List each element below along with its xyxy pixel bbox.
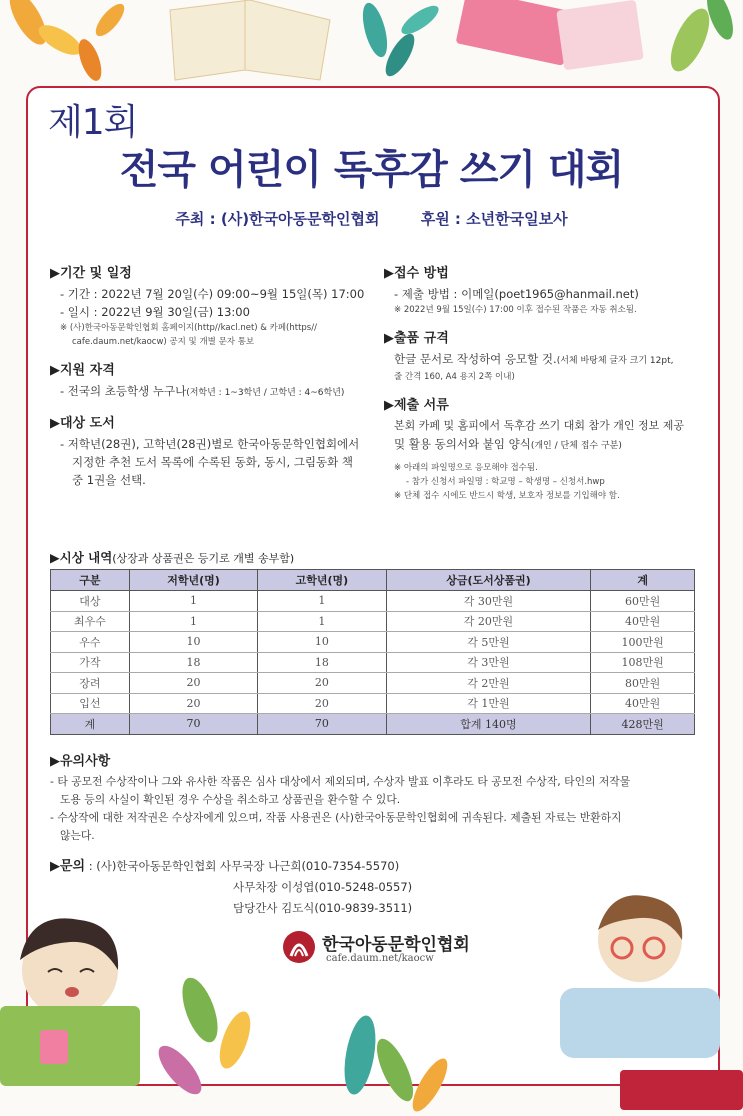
schedule-announce: - 일시 : 2022년 9월 30일(금) 13:00 (60, 305, 250, 319)
cell: 10 (129, 632, 257, 653)
table-row (51, 591, 695, 612)
schedule-section (50, 262, 370, 349)
schedule-note-2: cafe.daum.net/kaocw) 공지 및 개별 문자 통보 (72, 337, 255, 347)
submission-note: ※ 2022년 9월 15일(수) 17:00 이후 접수된 작품은 자동 취소됨. (394, 305, 637, 315)
cell: 70 (129, 714, 257, 735)
format-section (384, 327, 704, 384)
eligibility-title: ▶지원 자격 (50, 363, 115, 378)
cell: 각 2만원 (386, 673, 591, 694)
notice-item-1a: - 타 공모전 수상작이나 그와 유사한 작품은 심사 대상에서 제외되며, 수상자 발표 이후라도 타 공모전 수상작, 타인의 저작물 (50, 775, 631, 788)
books-title: ▶대상 도서 (50, 416, 115, 431)
cell: 10 (258, 632, 386, 653)
books-section (50, 412, 370, 489)
notice-item-2a: - 수상작에 대한 저작권은 수상자에게 있으며, 작품 사용권은 (사)한국아동문학인협회에 귀속된다. 제출된 자료는 반환하지 (50, 811, 622, 824)
cell: 40만원 (591, 693, 695, 714)
cell: 60만원 (591, 591, 695, 612)
documents-section (384, 394, 704, 503)
books-line-2: 지정한 추천 도서 목록에 수록된 동화, 동시, 그림동화 책 (72, 455, 353, 469)
right-column (384, 262, 704, 513)
contact-line-1: ▶문의 : (사)한국아동문학인협회 사무국장 나근희(010-7354-5570) (50, 859, 400, 874)
open-book-icon (170, 0, 330, 80)
cell: 428만원 (591, 714, 695, 735)
cell: 20 (258, 673, 386, 694)
cell: 18 (258, 652, 386, 673)
notice-item-1b: 도용 등의 사실이 확인된 경우 수상을 취소하고 상품권을 환수할 수 있다. (60, 793, 401, 806)
prize-table (50, 569, 695, 735)
submission-section (384, 262, 704, 317)
table-row (51, 652, 695, 673)
cell: 계 (51, 714, 130, 735)
books-stack-icon (456, 0, 644, 70)
cell: 입선 (51, 693, 130, 714)
cell: 각 5만원 (386, 632, 591, 653)
plant-center-icon (339, 1013, 453, 1116)
documents-line-2-detail: (개인 / 단체 접수 구분) (530, 441, 622, 451)
leaf-cluster-left-icon (3, 0, 129, 84)
cell: 108만원 (591, 652, 695, 673)
prize-subtitle: (상장과 상품권은 등기로 개별 송부함) (112, 552, 295, 565)
plant-left-icon (152, 973, 257, 1100)
submission-method: - 제출 방법 : 이메일(poet1965@hanmail.net) (394, 287, 639, 301)
notice-item-2b: 않는다. (60, 829, 95, 842)
header-category: 구분 (51, 570, 130, 591)
table-total-row (51, 714, 695, 735)
cell: 최우수 (51, 611, 130, 632)
eligibility-detail: (저학년 : 1~3학년 / 고학년 : 4~6학년) (186, 388, 345, 398)
table-row (51, 611, 695, 632)
host-line (0, 208, 743, 229)
submission-title: ▶접수 방법 (384, 266, 449, 281)
documents-note-1: ※ 아래의 파일명으로 응모해야 접수됨. (394, 463, 538, 473)
cell: 우수 (51, 632, 130, 653)
contact-line-2: 사무차장 이성엽(010-5248-0557) (233, 880, 413, 894)
prize-table-header (51, 570, 695, 591)
documents-note-3: ※ 단체 접수 시에도 반드시 학생, 보호자 정보를 기입해야 함. (394, 491, 620, 501)
header-total: 계 (591, 570, 695, 591)
notice-title: ▶유의사항 (50, 754, 111, 769)
cell: 1 (258, 611, 386, 632)
cell: 1 (129, 611, 257, 632)
format-title: ▶출품 규격 (384, 331, 449, 346)
top-decoration (0, 0, 743, 100)
reading-child-right-icon (560, 895, 743, 1110)
cell: 1 (258, 591, 386, 612)
cell: 가작 (51, 652, 130, 673)
cell: 각 1만원 (386, 693, 591, 714)
header-lower-grade: 저학년(명) (129, 570, 257, 591)
eligibility-text: - 전국의 초등학생 누구나(저학년 : 1~3학년 / 고학년 : 4~6학년) (60, 384, 345, 398)
cell: 장려 (51, 673, 130, 694)
cell: 각 20만원 (386, 611, 591, 632)
format-line-1-detail: (서체 바탕체 글자 크기 12pt, (556, 356, 674, 366)
schedule-period: - 기간 : 2022년 7월 20일(수) 09:00~9월 15일(목) 17:00 (60, 287, 365, 301)
host-text: 주최 : (사)한국아동문학인협회 (175, 210, 380, 228)
page-title: 전국 어린이 독후감 쓰기 대회 (119, 147, 624, 193)
table-row (51, 673, 695, 694)
cell: 각 3만원 (386, 652, 591, 673)
cell: 40만원 (591, 611, 695, 632)
books-line-3: 중 1권을 선택. (72, 473, 146, 487)
format-line-1: 한글 문서로 작성하여 응모할 것.(서체 바탕체 글자 크기 12pt, (394, 352, 674, 366)
leaf-cluster-center-icon (358, 0, 443, 80)
eligibility-section (50, 359, 370, 402)
table-row (51, 632, 695, 653)
org-url: cafe.daum.net/kaocw (326, 953, 434, 964)
contact-title: ▶문의 (50, 859, 86, 874)
cell: 20 (258, 693, 386, 714)
leaf-cluster-right-icon (663, 0, 738, 77)
cell: 대상 (51, 591, 130, 612)
schedule-note-1: ※ (사)한국아동문학인협회 홈페이지(http//kacl.net) & 카페(https// (60, 323, 317, 333)
cell: 80만원 (591, 673, 695, 694)
format-line-2: 줄 간격 160, A4 용지 2쪽 이내) (394, 372, 515, 382)
prize-title: ▶시상 내역(상장과 상품권은 등기로 개별 송부함) (50, 550, 295, 565)
sponsor-text: 후원 : 소년한국일보사 (420, 210, 568, 228)
bottom-decoration (0, 880, 743, 1116)
header-upper-grade: 고학년(명) (258, 570, 386, 591)
schedule-title: ▶기간 및 일정 (50, 266, 132, 281)
cell: 20 (129, 693, 257, 714)
books-line-1: - 저학년(28권), 고학년(28권)별로 한국아동문학인협회에서 (60, 437, 360, 451)
cell: 18 (129, 652, 257, 673)
documents-line-2: 및 활용 동의서와 붙임 양식(개인 / 단체 접수 구분) (394, 437, 622, 451)
documents-line-1: 본회 카페 및 홈피에서 독후감 쓰기 대회 참가 개인 정보 제공 (394, 419, 684, 432)
cell: 각 30만원 (386, 591, 591, 612)
org-name: 한국아동문학인협회 (322, 935, 470, 955)
reading-child-left-icon (0, 918, 140, 1086)
left-column (50, 262, 370, 499)
cell: 100만원 (591, 632, 695, 653)
edition-label: 제1회 (48, 102, 138, 143)
documents-note-2: - 참가 신청서 파일명 : 학교명 – 학생명 – 신청서.hwp (406, 477, 605, 487)
contact-line-3: 담당간사 김도식(010-9839-3511) (233, 901, 413, 915)
cell: 합계 140명 (386, 714, 591, 735)
documents-title: ▶제출 서류 (384, 398, 449, 413)
cell: 1 (129, 591, 257, 612)
header-prize: 상금(도서상품권) (386, 570, 591, 591)
notice-section (50, 750, 700, 845)
cell: 70 (258, 714, 386, 735)
table-row (51, 693, 695, 714)
cell: 20 (129, 673, 257, 694)
